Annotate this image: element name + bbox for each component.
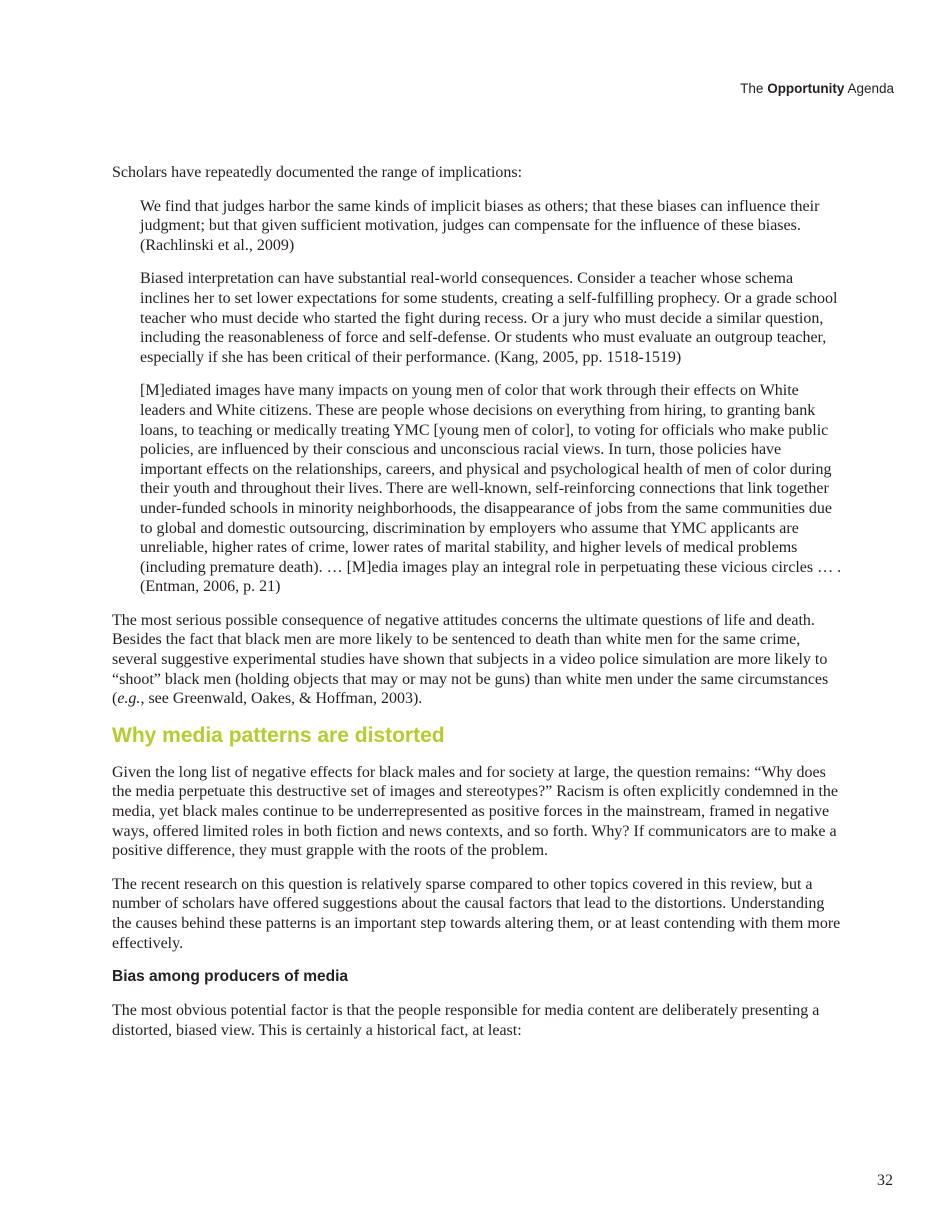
- consequence-italic: e.g.: [117, 690, 141, 708]
- section-heading: Why media patterns are distorted: [112, 723, 445, 747]
- header-brand: Opportunity: [767, 81, 845, 96]
- page-number: 32: [877, 1172, 893, 1189]
- page-body: [112, 163, 842, 1054]
- consequence-paragraph: [112, 611, 842, 709]
- block-quote-rachlinski: We find that judges harbor the same kinds of implicit biases as others; that these biases can influence their judgment; but that given sufficient motivation, judges can compensate for the influence of these biases. (Rachlinski et al., 2009): [140, 197, 820, 254]
- consequence-citation: , see Greenwald, Oakes, & Hoffman, 2003).: [140, 690, 423, 708]
- header-suffix: Agenda: [847, 81, 894, 96]
- running-header: [740, 81, 894, 96]
- body-paragraph: Given the long list of negative effects for black males and for society at large, the question remains: “Why does the media perpetuate this destructive set of images and stereotypes?” Racism is often explicitly condemned in the media, yet black males continue to be underrepresented as positive forces in the mainstream, framed in negative ways, offered limited roles in both fiction and news contexts, and so forth. Why? If communicators are to make a positive difference, they must grapple with the roots of the problem.: [112, 763, 838, 860]
- body-paragraph: The recent research on this question is relatively sparse compared to other topics covered in this review, but a number of scholars have offered suggestions about the causal factors that lead to the distortions. Understanding the causes behind these patterns is an important step towards altering them, or at least contending with them more effectively.: [112, 875, 841, 952]
- subsection-heading: Bias among producers of media: [112, 968, 348, 986]
- intro-paragraph: Scholars have repeatedly documented the range of implications:: [112, 164, 523, 181]
- header-prefix: The: [740, 81, 764, 96]
- block-quote-entman: [M]ediated images have many impacts on young men of color that work through their effects on White leaders and White citizens. These are people whose decisions on everything from hiring, to granting bank loans, to teaching or medically treating YMC [young men of color], to voting for officials who make public policies, are influenced by their conscious and unconscious racial views. In turn, those policies have important effects on the relationships, careers, and physical and psychological health of men of color during their youth and throughout their lives. There are well-known, self-reinforcing connections that link together under-funded schools in minority neighborhoods, the disappearance of jobs from the same communities due to global and domestic outsourcing, discrimination by employers who assume that YMC applicants are unreliable, higher rates of crime, lower rates of marital stability, and higher levels of medical problems (including premature death). … [M]edia images play an integral role in perpetuating these vicious circles … . (Entman, 2006, p. 21): [140, 382, 842, 596]
- block-quote-kang: Biased interpretation can have substantial real-world consequences. Consider a teacher whose schema inclines her to set lower expectations for some students, creating a self-fulfilling prophecy. Or a grade school teacher who must decide who started the fight during recess. Or a jury who must decide a similar question, including the reasonableness of force and self-defense. Or students who must evaluate an outgroup teacher, especially if she has been critical of their performance. (Kang, 2005, pp. 1518-1519): [140, 270, 838, 366]
- final-paragraph: The most obvious potential factor is that the people responsible for media content are deliberately presenting a distorted, biased view. This is certainly a historical fact, at least:: [112, 1002, 820, 1039]
- consequence-text: The most serious possible consequence of negative attitudes concerns the ultimate questions of life and death. Besides the fact that black men are more likely to be sentenced to death than white men for the same crime, several suggestive experimental studies have shown that subjects in a video police simulation are more likely to “shoot” black men (holding objects that may or may not be guns) than white men under the same circumstances (: [112, 611, 829, 708]
